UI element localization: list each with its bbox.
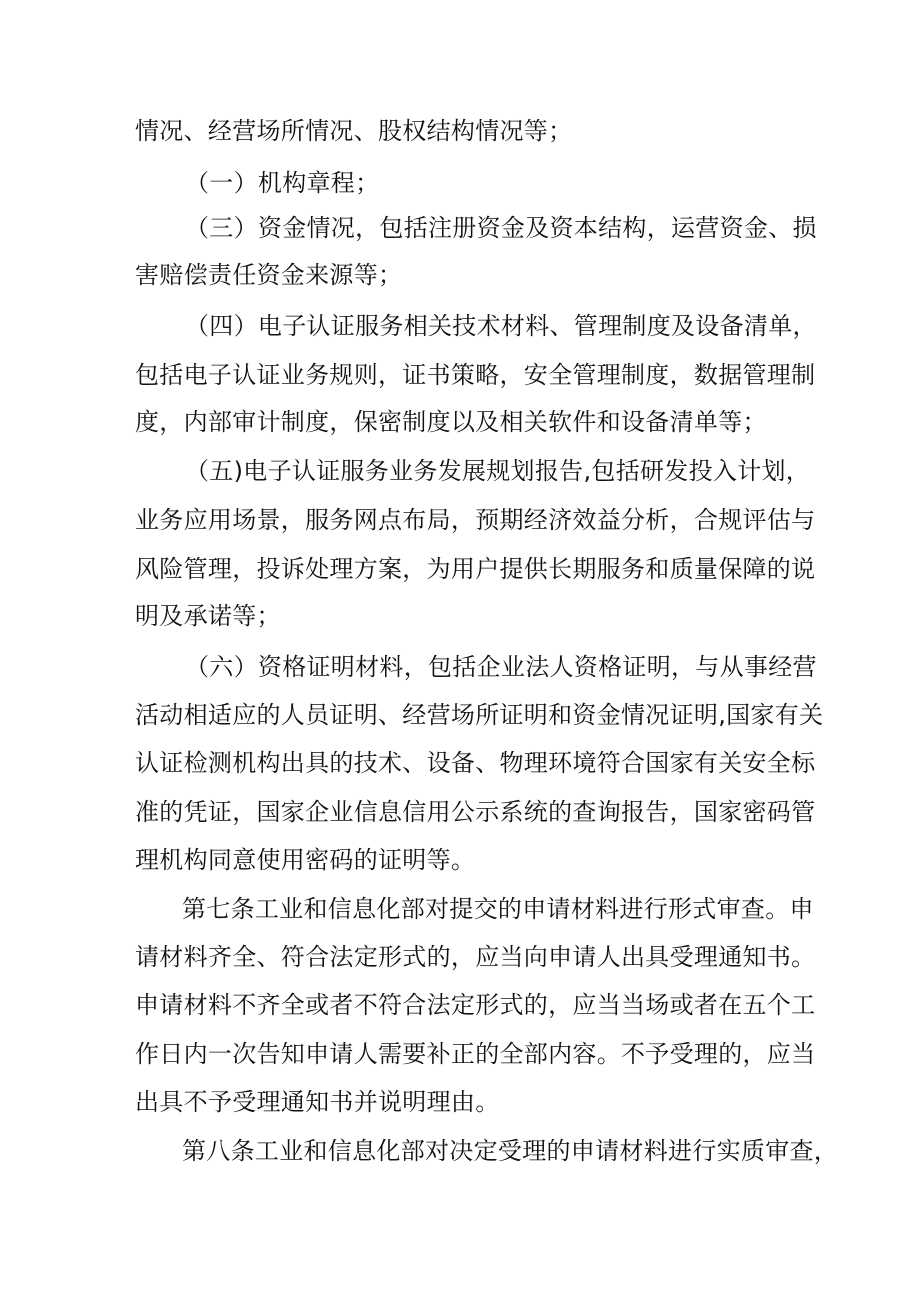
text-line-22: 第八条工业和信息化部对决定受理的申请材料进行实质审查， — [182, 1137, 839, 1165]
text-line-12: （六）资格证明材料，包括企业法人资格证明，与从事经营 — [185, 653, 817, 681]
text-line-7: 度，内部审计制度，保密制度以及相关软件和设备清单等； — [135, 408, 767, 436]
text-line-9: 业务应用场景，服务网点布局，预期经济效益分析，合规评估与 — [135, 506, 816, 534]
text-line-13: 活动相适应的人员证明、经营场所证明和资金情况证明,国家有关 — [135, 701, 824, 729]
text-line-14: 认证检测机构出具的技术、设备、物理环境符合国家有关安全标 — [135, 749, 816, 777]
text-line-21: 出具不予受理通知书并说明理由。 — [135, 1088, 500, 1116]
text-line-5: （四）电子认证服务相关技术材料、管理制度及设备清单， — [185, 312, 817, 340]
text-line-17: 第七条工业和信息化部对提交的申请材料进行形式审查。申 — [182, 895, 814, 923]
text-line-18: 请材料齐全、符合法定形式的，应当向申请人出具受理通知书。 — [135, 943, 816, 971]
text-line-20: 作日内一次告知申请人需要补正的全部内容。不予受理的，应当 — [135, 1040, 816, 1068]
text-line-1: 情况、经营场所情况、股权结构情况等； — [135, 117, 573, 145]
text-line-3: （三）资金情况，包括注册资金及资本结构，运营资金、损 — [185, 214, 817, 242]
text-line-16: 理机构同意使用密码的证明等。 — [135, 846, 476, 874]
text-line-2: （一）机构章程； — [185, 169, 380, 197]
text-line-10: 风险管理，投诉处理方案，为用户提供长期服务和质量保障的说 — [135, 555, 816, 583]
text-line-11: 明及承诺等； — [135, 602, 281, 630]
text-line-4: 害赔偿责任资金来源等； — [135, 261, 403, 289]
text-line-6: 包括电子认证业务规则，证书策略，安全管理制度，数据管理制 — [135, 361, 816, 389]
text-line-19: 申请材料不齐全或者不符合法定形式的，应当当场或者在五个工 — [135, 991, 816, 1019]
text-line-15: 准的凭证，国家企业信息信用公示系统的查询报告，国家密码管 — [135, 798, 816, 826]
text-line-8: （五)电子认证服务业务发展规划报告,包括研发投入计划， — [185, 457, 811, 485]
